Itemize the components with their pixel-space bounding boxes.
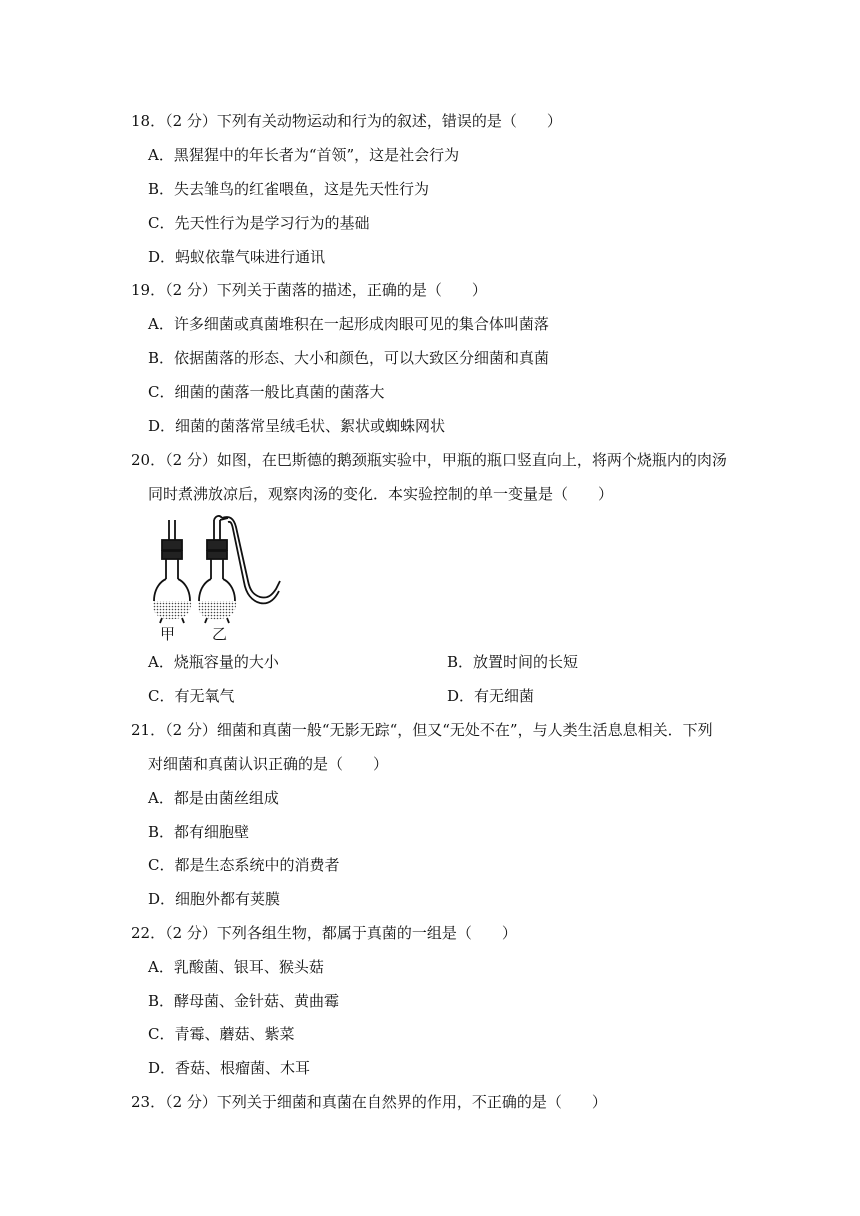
question-22-option-a: A．乳酸菌、银耳、猴头菇 <box>148 958 324 976</box>
question-18-option-c: C．先天性行为是学习行为的基础 <box>148 214 370 232</box>
question-21-option-d: D．细胞外都有荚膜 <box>148 890 281 908</box>
question-21-option-c: C．都是生态系统中的消费者 <box>148 856 340 874</box>
question-18-option-d: D．蚂蚁依靠气味进行通讯 <box>148 248 326 266</box>
question-21-stem-continued: 对细菌和真菌认识正确的是（ ） <box>148 755 389 773</box>
question-22-option-d: D．香菇、根瘤菌、木耳 <box>148 1059 311 1077</box>
flask-jia <box>153 520 191 623</box>
question-18-option-b: B．失去雏鸟的红雀喂鱼，这是先天性行为 <box>148 180 430 198</box>
flask-label-yi: 乙 <box>212 625 228 643</box>
question-20-stem-continued: 同时煮沸放凉后，观察肉汤的变化．本实验控制的单一变量是（ ） <box>148 485 614 503</box>
question-22-stem: 22．（2 分）下列各组生物，都属于真菌的一组是（ ） <box>131 924 517 942</box>
question-23-stem: 23．（2 分）下列关于细菌和真菌在自然界的作用，不正确的是（ ） <box>131 1093 607 1111</box>
question-20-option-d: D．有无细菌 <box>447 687 535 705</box>
question-20-option-c: C．有无氧气 <box>148 687 235 705</box>
question-22-option-b: B．酵母菌、金针菇、黄曲霉 <box>148 992 340 1010</box>
question-21-stem: 21．（2 分）细菌和真菌一般“无影无踪“，但又“无处不在”，与人类生活息息相关．下列 <box>131 721 713 739</box>
question-20-stem: 20．（2 分）如图，在巴斯德的鹅颈瓶实验中，甲瓶的瓶口竖直向上，将两个烧瓶内的肉汤 <box>131 451 727 469</box>
question-19-option-d: D．细菌的菌落常呈绒毛状、絮状或蜘蛛网状 <box>148 417 446 435</box>
question-19-option-a: A．许多细菌或真菌堆积在一起形成肉眼可见的集合体叫菌落 <box>148 315 549 333</box>
question-19-option-b: B．依据菌落的形态、大小和颜色，可以大致区分细菌和真菌 <box>148 349 550 367</box>
question-22-option-c: C．青霉、蘑菇、紫菜 <box>148 1025 295 1043</box>
swan-neck-flask-figure <box>150 515 290 643</box>
question-19-stem: 19．（2 分）下列关于菌落的描述，正确的是（ ） <box>131 281 487 299</box>
question-19-option-c: C．细菌的菌落一般比真菌的菌落大 <box>148 383 385 401</box>
question-18-stem: 18．（2 分）下列有关动物运动和行为的叙述，错误的是（ ） <box>131 112 562 130</box>
flask-yi <box>198 516 280 623</box>
question-20-option-b: B．放置时间的长短 <box>447 653 579 671</box>
flask-label-jia: 甲 <box>160 625 176 643</box>
question-21-option-a: A．都是由菌丝组成 <box>148 789 279 807</box>
question-20-option-a: A．烧瓶容量的大小 <box>148 653 279 671</box>
question-18-option-a: A．黑猩猩中的年长者为“首领”，这是社会行为 <box>148 146 460 164</box>
question-21-option-b: B．都有细胞壁 <box>148 823 250 841</box>
